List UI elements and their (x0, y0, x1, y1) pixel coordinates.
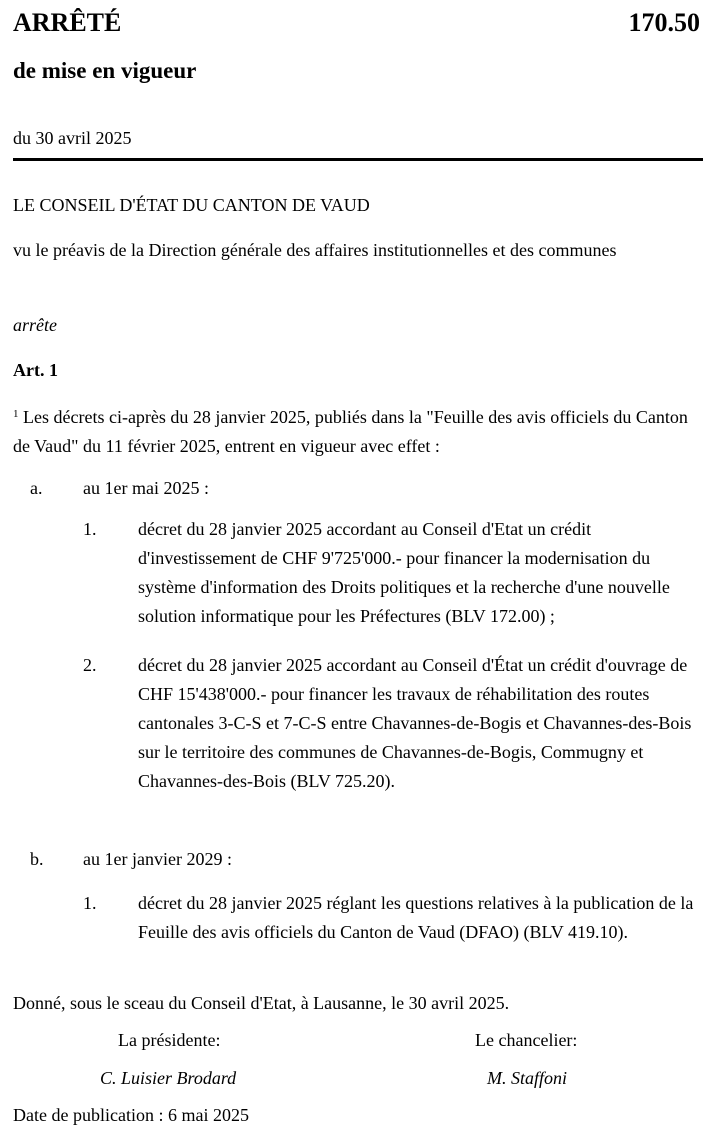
document-number: 170.50 (628, 8, 700, 37)
list-item-number: 1. (83, 519, 97, 539)
article-heading: Art. 1 (13, 360, 58, 380)
document-date: du 30 avril 2025 (13, 128, 132, 148)
header-divider (13, 158, 703, 161)
section-marker-b: b. (30, 849, 44, 869)
president-name: C. Luisier Brodard (100, 1068, 237, 1088)
chancellor-title: Le chancelier: (475, 1030, 578, 1050)
chancellor-name: M. Staffoni (487, 1068, 567, 1088)
preamble: vu le préavis de la Direction générale des affaires institutionnelles et des communes (13, 240, 617, 260)
paragraph-number: 1 (13, 408, 19, 420)
list-item: décret du 28 janvier 2025 accordant au Conseil d'Etat un crédit d'investissement de CHF 9'725'000.- pour financer la modernisation du système d'information des Droits politiques et la recherche d'une nouvelle solution informatique pour les Préfectures (BLV 172.00) ; (138, 519, 670, 626)
document-title: ARRÊTÉ (13, 8, 122, 37)
publication-date: Date de publication : 6 mai 2025 (13, 1105, 249, 1125)
section-marker-a: a. (30, 478, 43, 498)
document-subtitle: de mise en vigueur (13, 58, 197, 83)
given-line: Donné, sous le sceau du Conseil d'Etat, à Lausanne, le 30 avril 2025. (13, 993, 510, 1013)
list-item-number: 2. (83, 655, 97, 675)
article-intro-text: Les décrets ci-après du 28 janvier 2025, publiés dans la "Feuille des avis officiels du Canton de Vaud" du 11 février 2025, entrent en vigueur avec effet : (13, 407, 688, 456)
list-item-number: 1. (83, 893, 97, 913)
section-label-b: au 1er janvier 2029 : (83, 849, 232, 869)
section-label-a: au 1er mai 2025 : (83, 478, 209, 498)
article-intro (13, 400, 707, 461)
authority-line: LE CONSEIL D'ÉTAT DU CANTON DE VAUD (13, 195, 370, 215)
list-item: décret du 28 janvier 2025 accordant au Conseil d'État un crédit d'ouvrage de CHF 15'438'000.- pour financer les travaux de réhabilitation des routes cantonales 3-C-S et 7-C-S entre Chavannes-de-Bogis et Chavannes-des-Bois sur le territoire des communes de Chavannes-de-Bogis, Commugny et Chavannes-des-Bois (BLV 725.20). (138, 655, 692, 791)
president-title: La présidente: (118, 1030, 221, 1050)
decision-word: arrête (13, 315, 57, 335)
list-item: décret du 28 janvier 2025 réglant les questions relatives à la publication de la Feuille des avis officiels du Canton de Vaud (DFAO) (BLV 419.10). (138, 893, 694, 942)
